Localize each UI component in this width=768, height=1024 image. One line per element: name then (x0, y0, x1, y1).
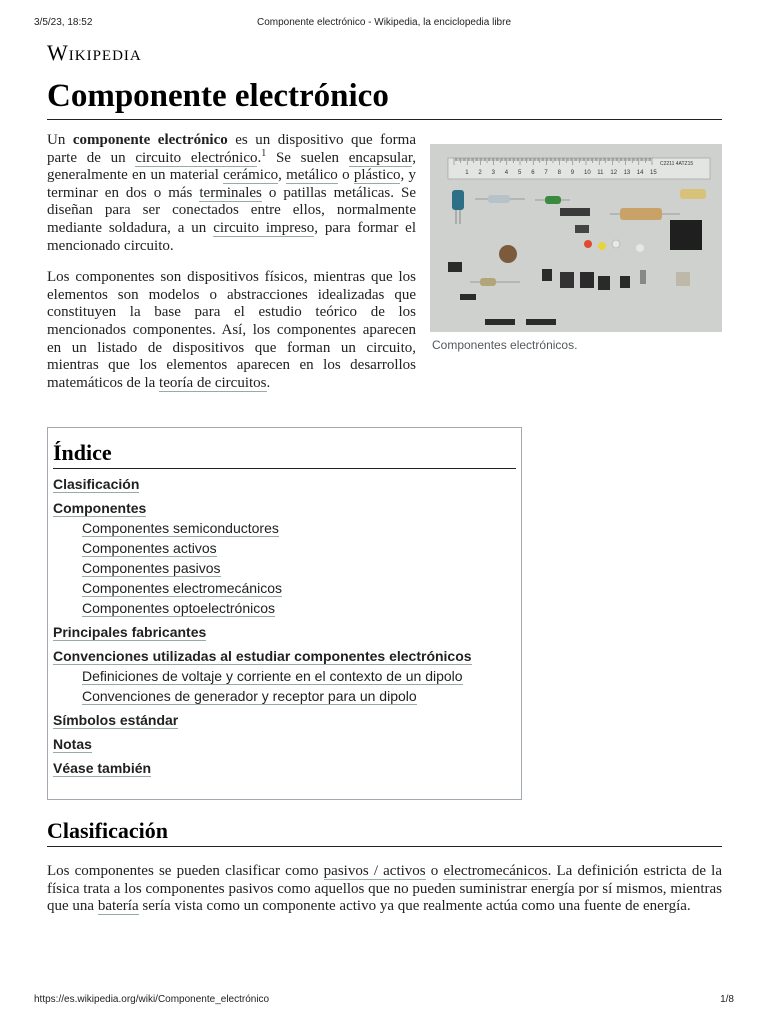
electronic-components-photo[interactable] (430, 144, 722, 332)
toc-item[interactable] (53, 500, 516, 517)
print-url: https://es.wikipedia.org/wiki/Componente_electrónico (34, 994, 270, 1005)
toc-item[interactable] (53, 648, 516, 665)
page-number: 1/8 (720, 994, 734, 1005)
link-encapsular[interactable]: encapsular (348, 149, 413, 166)
text: Un (47, 132, 73, 148)
text: Los componentes son dispositivos físicos, mientras que los elementos son modelos o abstracciones idealizadas que constituyen la base para el estudio teórico de los mencionados componentes. Así, los componentes aparecen en un listado de dispositivos que forman un circuito, mientras que los elementos aparecen en los desarrollos matemáticos de la (47, 269, 416, 391)
ruler-number: 1 (465, 170, 469, 176)
toc-subitem-label: Definiciones de voltaje y corriente en el contexto de un dipolo (82, 668, 463, 684)
ruler-number: 7 (544, 170, 548, 176)
text: es un dispositivo que forma parte de un (47, 132, 416, 166)
text: . (266, 374, 271, 391)
toc-subitem[interactable] (82, 600, 516, 617)
toc-subitem-label: Convenciones de generador y receptor para un dipolo (82, 688, 417, 704)
toc-subitem-label: Componentes pasivos (82, 560, 221, 576)
link-metalico[interactable]: metálico (286, 167, 338, 184)
text: Los componentes se pueden clasificar como (47, 863, 324, 879)
wikipedia-logo[interactable]: Wikipedia (47, 40, 142, 65)
toc-item[interactable] (53, 624, 516, 641)
print-header (34, 17, 734, 31)
toc-subitem-label: Componentes electromecánicos (82, 580, 282, 596)
toc-item[interactable] (53, 760, 516, 777)
section-title-clasificacion: Clasificación (47, 818, 722, 847)
ruler-number: 12 (610, 170, 618, 176)
toc-subitem[interactable] (82, 520, 516, 537)
lead-section (47, 132, 722, 406)
link-circuito-impreso[interactable]: circuito impreso (213, 219, 315, 236)
section-paragraph (47, 863, 722, 916)
text: . (257, 149, 262, 166)
text: sería vista como un componente activo ya que realmente actúa como una fuente de energía. (138, 898, 691, 915)
toc-subitem[interactable] (82, 580, 516, 597)
link-ceramico[interactable]: cerámico (223, 167, 279, 184)
figure (430, 144, 722, 355)
link-circuito-electronico[interactable]: circuito electrónico (135, 149, 258, 166)
text: , (278, 167, 287, 184)
toc-item-label: Véase también (53, 760, 152, 776)
toc-title: Índice (53, 440, 516, 469)
toc-item-label: Convenciones utilizadas al estudiar componentes electrónicos (53, 648, 472, 664)
text: o patillas metálicas. Se diseñan para ser conectados entre ellos, normalmente mediante soldadura, a un (47, 184, 416, 236)
reference-1[interactable]: 1 (261, 147, 267, 159)
ruler-label: C2211 4ATZ15 (660, 161, 694, 167)
print-page-title: Componente electrónico - Wikipedia, la enciclopedia libre (256, 17, 512, 28)
print-footer (34, 994, 734, 1008)
toc-subitem-label: Componentes optoelectrónicos (82, 600, 276, 616)
ruler-number: 8 (557, 170, 561, 176)
text: , y terminar en dos o más (47, 167, 416, 201)
page-title: Componente electrónico (47, 76, 722, 120)
toc-subitem[interactable] (82, 540, 516, 557)
link-electromecanicos[interactable]: electromecánicos (443, 863, 548, 879)
toc-subitem-label: Componentes semiconductores (82, 520, 279, 536)
ruler-number: 2 (478, 170, 482, 176)
toc-item[interactable] (53, 476, 516, 493)
ruler-number: 10 (584, 170, 591, 176)
ruler-number: 15 (650, 170, 657, 176)
text: , generalmente en un material (47, 149, 416, 184)
ruler-number: 14 (636, 170, 644, 176)
link-terminales[interactable]: terminales (199, 184, 262, 201)
link-bateria[interactable]: batería (97, 898, 139, 915)
text: o (425, 863, 444, 879)
text: . La definición estricta de la física trata a los componentes pasivos como aquellos que no pueden suministrar energía por sí mismos, mientras que una (47, 863, 723, 915)
toc-subitem[interactable] (82, 560, 516, 577)
toc-item-label: Clasificación (53, 476, 140, 492)
ruler-number: 3 (491, 170, 495, 176)
print-date: 3/5/23, 18:52 (34, 17, 93, 28)
ruler-number: 13 (623, 170, 631, 176)
toc-item-label: Principales fabricantes (53, 624, 207, 640)
link-pasivos-activos[interactable]: pasivos / activos (323, 863, 426, 879)
table-of-contents (47, 427, 522, 800)
toc-list (53, 476, 516, 777)
toc-item-label: Símbolos estándar (53, 712, 179, 728)
text: Se suelen (266, 149, 349, 166)
toc-subitem-label: Componentes activos (82, 540, 217, 556)
bold-term: componente electrónico (72, 132, 228, 148)
ruler-number: 9 (570, 170, 575, 176)
ruler-number: 11 (597, 170, 604, 176)
toc-item-label: Componentes (53, 500, 147, 516)
toc-item-label: Notas (53, 736, 92, 752)
link-teoria-de-circuitos[interactable]: teoría de circuitos (159, 374, 267, 391)
toc-item[interactable] (53, 736, 516, 753)
figure-caption: Componentes electrónicos. (432, 338, 578, 352)
toc-subitem[interactable] (82, 668, 516, 685)
ruler-number: 6 (531, 170, 535, 176)
toc-item[interactable] (53, 712, 516, 729)
ruler-number: 4 (504, 170, 509, 176)
ruler-number: 5 (518, 170, 522, 176)
toc-subitem[interactable] (82, 688, 516, 705)
link-plastico[interactable]: plástico (353, 167, 401, 184)
text: o (337, 167, 354, 184)
text: , para formar el mencionado circuito. (47, 219, 417, 254)
